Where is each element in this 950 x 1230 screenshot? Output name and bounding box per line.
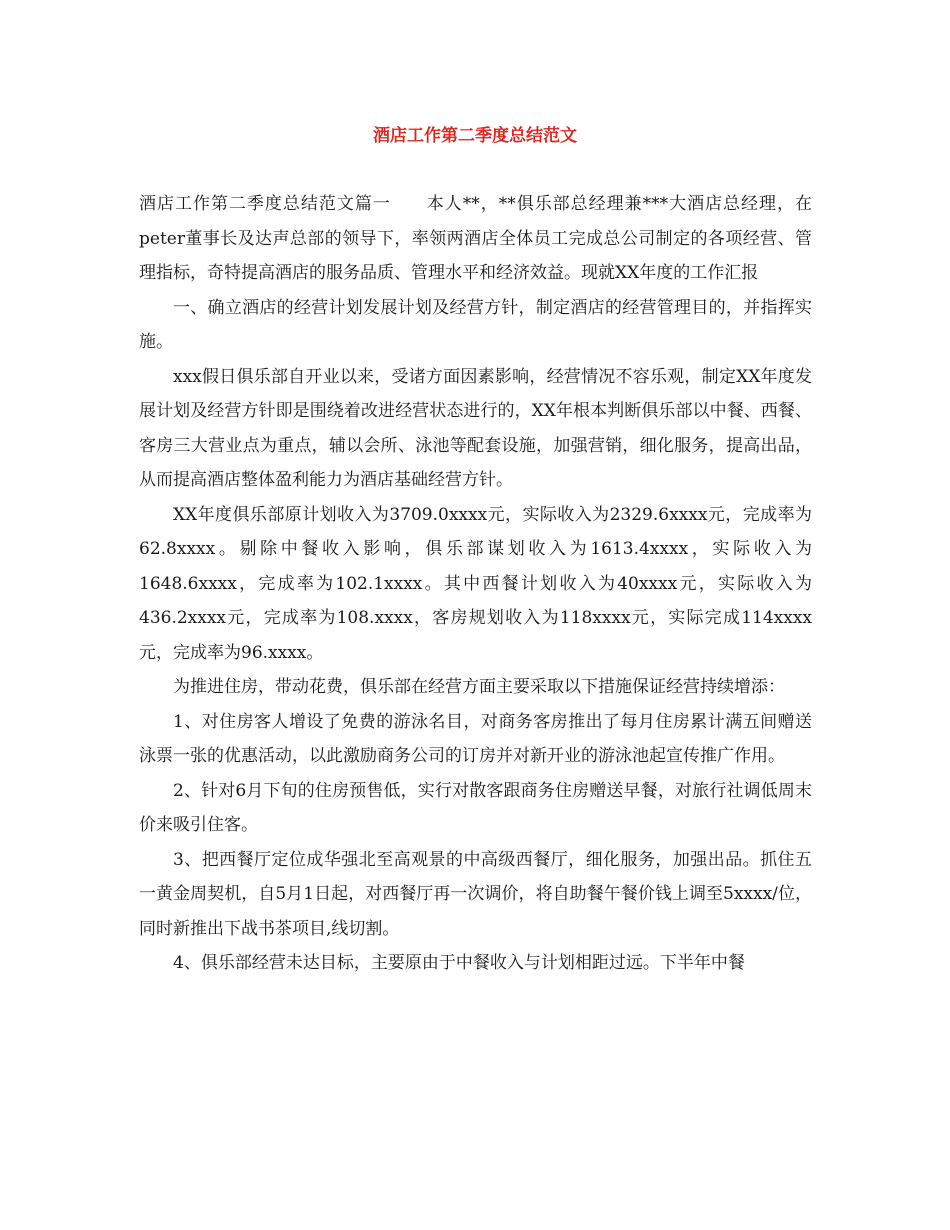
paragraph-operation-plan: xxx假日俱乐部自开业以来，受诸方面因素影响，经营情况不容乐观，制定XX年度发展计划及经营方针即是围绕着改进经营状态进行的，XX年根本判断俱乐部以中餐、西餐、客房三大营业点为重点，辅以会所、泳池等配套设施，加强营销，细化服务，提高出品，从而提高酒店整体盈利能力为酒店基础经营方针。: [139, 366, 812, 490]
paragraph-section-one: 一、确立酒店的经营计划发展计划及经营方针，制定酒店的经营管理目的，并指挥实施。: [139, 297, 812, 352]
paragraph-revenue: XX年度俱乐部原计划收入为3709.0xxxx元，实际收入为2329.6xxxx元，完成率为62.8xxxx。剔除中餐收入影响，俱乐部谋划收入为1613.4xxxx，实际收入为1648.6xxxx，完成率为102.1xxxx。其中西餐计划收入为40xxxx元，实际收入为436.2xxxx元，完成率为108.xxxx，客房规划收入为118xxxx元，实际完成114xxxx元，完成率为96.xxxx。: [139, 504, 812, 663]
document-title: 酒店工作第二季度总结范文: [373, 126, 577, 146]
paragraph-measures-intro: 为推进住房，带动花费，俱乐部在经营方面主要采取以下措施保证经营持续增添：: [173, 677, 785, 697]
paragraph-intro: 酒店工作第二季度总结范文篇一 本人**，**俱乐部总经理兼***大酒店总经理，在peter董事长及达声总部的领导下，率领两酒店全体员工完成总公司制定的各项经营、管理指标，奇特提高酒店的服务品质、管理水平和经济效益。现就XX年度的工作汇报: [139, 194, 812, 283]
document-body: [139, 187, 812, 981]
paragraph-measure-4: 4、俱乐部经营未达目标，主要原由于中餐收入与计划相距过远。下半年中餐: [173, 953, 745, 973]
paragraph-measure-2: 2、针对6月下旬的住房预售低，实行对散客跟商务住房赠送早餐，对旅行社调低周末价来吸引住客。: [139, 780, 812, 835]
paragraph-measure-1: 1、对住房客人增设了免费的游泳名目，对商务客房推出了每月住房累计满五间赠送泳票一张的优惠活动，以此激励商务公司的订房并对新开业的游泳池起宣传推广作用。: [139, 711, 812, 766]
paragraph-measure-3: 3、把西餐厅定位成华强北至高观景的中高级西餐厅，细化服务，加强出品。抓住五一黄金周契机，自5月1日起，对西餐厅再一次调价，将自助餐午餐价钱上调至5xxxx/位，同时新推出下战书茶项目,线切割。: [139, 849, 812, 939]
